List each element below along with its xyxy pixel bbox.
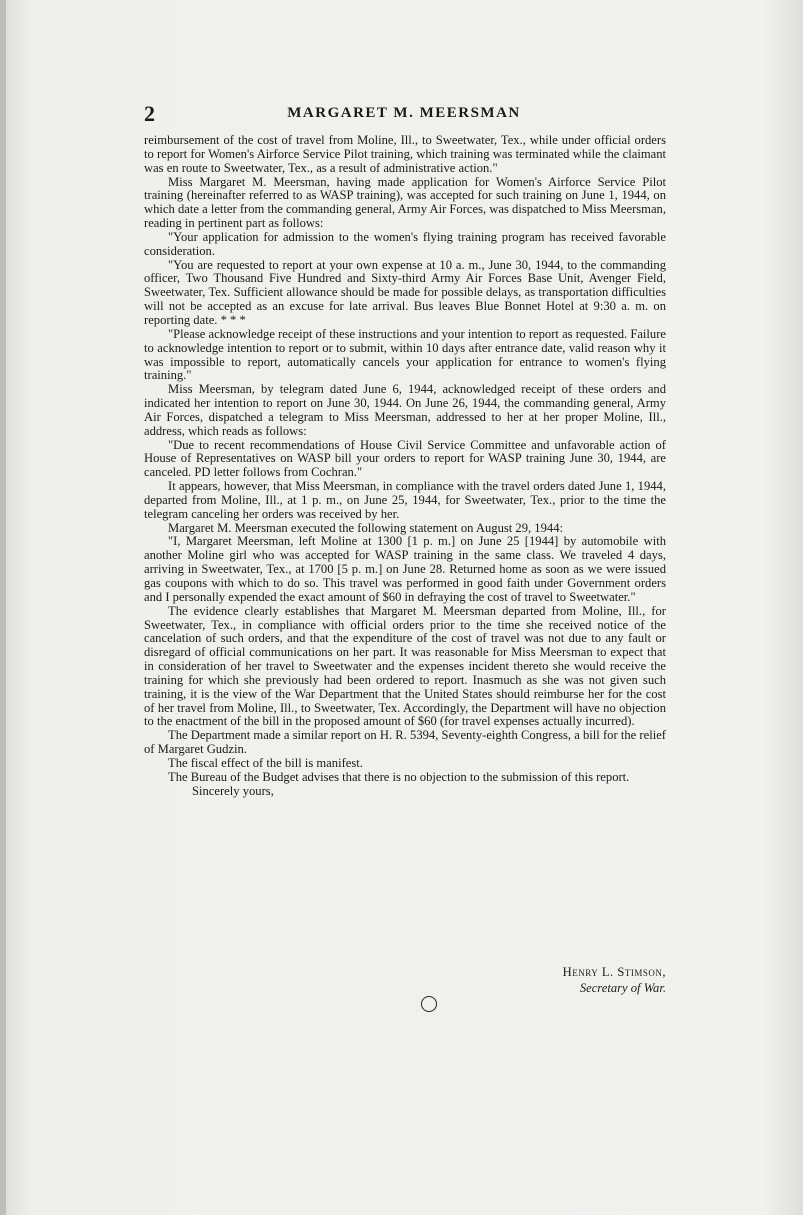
closing: Sincerely yours, [192,783,274,798]
paragraph-2: Miss Margaret M. Meersman, having made application for Women's Airforce Service Pilot training (hereinafter referred to as WASP training), was accepted for such training on June 1, 1944, on which date a letter from the commanding general, Army Air Forces, was dispatched to Miss Meersman, reading in pertinent part as follows: [144,174,666,231]
paragraph-4: "You are requested to report at your own expense at 10 a. m., June 30, 1944, to the commanding officer, Two Thousand Five Hundred and Sixty-third Army Air Forces Base Unit, Avenger Field, Sweetwater, Tex. Sufficient allowance should be made for possible delays, as transportation difficulties will not be accepted as an excuse for late arrival. Bus leaves Blue Bonnet Hotel at 9:30 a. m. on reporting date. * * * [144,257,666,327]
paragraph-5: "Please acknowledge receipt of these instructions and your intention to report as requested. Failure to acknowledge intention to report or to submit, within 10 days after entrance date, valid reason why it was impossible to report, automatically cancels your application for entrance to women's flying training." [144,326,666,383]
paragraph-9: Margaret M. Meersman executed the following statement on August 29, 1944: [168,520,563,535]
signatory-title: Secretary of War. [579,981,666,995]
end-circle-icon [421,996,437,1012]
paragraph-8: It appears, however, that Miss Meersman, in compliance with the travel orders dated June 1, 1944, departed from Moline, Ill., at 1 p. m., on June 25, 1944, for Sweetwater, Tex., prior to the time the telegram canceling her orders was received by her. [144,479,666,521]
paragraph-3: "Your application for admission to the women's flying training program has received favorable consideration. [144,229,666,258]
signatory-name: Henry L. Stimson, [562,965,666,979]
paragraph-10: "I, Margaret Meersman, left Moline at 1300 [1 p. m.] on June 25 [1944] by automobile with another Moline girl who was accepted for WASP training in the same class. We traveled 4 days, arriving in Sweetwater, Tex., at 1700 [5 p. m.] on June 28. Returned home as soon as we were issued gas coupons with which to do so. This travel was performed in good faith under Government orders and I personally expended the exact amount of $60 in defraying the cost of travel to Sweetwater." [144,534,666,604]
letter-body [144,134,666,799]
paragraph-11: The evidence clearly establishes that Margaret M. Meersman departed from Moline, Ill., for Sweetwater, Tex., in compliance with official orders prior to the time she received notice of the cancelation of such orders, and that the expenditure of the cost of travel was not due to any fault or disregard of official communications on her part. It was reasonable for Miss Meersman to expect that in consideration of her travel to Sweetwater and the expenses incident thereto she would receive the training for which she previously had been ordered to report. Inasmuch as she was not given such training, it is the view of the War Department that the United States should reimburse her for the cost of her travel from Moline, Ill., to Sweetwater, Tex. Accordingly, the Department will have no objection to the enactment of the bill in the proposed amount of $60 (for travel expenses actually incurred). [144,603,666,729]
signature-block [440,964,666,996]
paragraph-12: The Department made a similar report on H. R. 5394, Seventy-eighth Congress, a bill for the relief of Margaret Gudzin. [144,728,666,757]
left-edge-shadow [0,0,6,1215]
paragraph-6: Miss Meersman, by telegram dated June 6, 1944, acknowledged receipt of these orders and indicated her intention to report on June 30, 1944. On June 26, 1944, the commanding general, Army Air Forces, dispatched a telegram to Miss Meersman, addressed to her at her proper Moline, Ill., address, which reads as follows: [144,382,666,438]
paragraph-7: "Due to recent recommendations of House Civil Service Committee and unfavorable action of House of Representatives on WASP bill your orders to report for WASP training June 30, 1944, are canceled. PD letter follows from Cochran." [144,437,666,480]
paragraph-13: The fiscal effect of the bill is manifest. [168,755,363,770]
paragraph-1: reimbursement of the cost of travel from Moline, Ill., to Sweetwater, Tex., while under official orders to report for Women's Airforce Service Pilot training, which training was terminated while the claimant was en route to Sweetwater, Tex., as a result of administrative action." [144,133,666,175]
running-title: MARGARET M. MEERSMAN [287,105,521,121]
page-header [144,101,664,131]
paragraph-14: The Bureau of the Budget advises that there is no objection to the submission of this report. [168,769,630,784]
page-number: 2 [144,101,155,126]
